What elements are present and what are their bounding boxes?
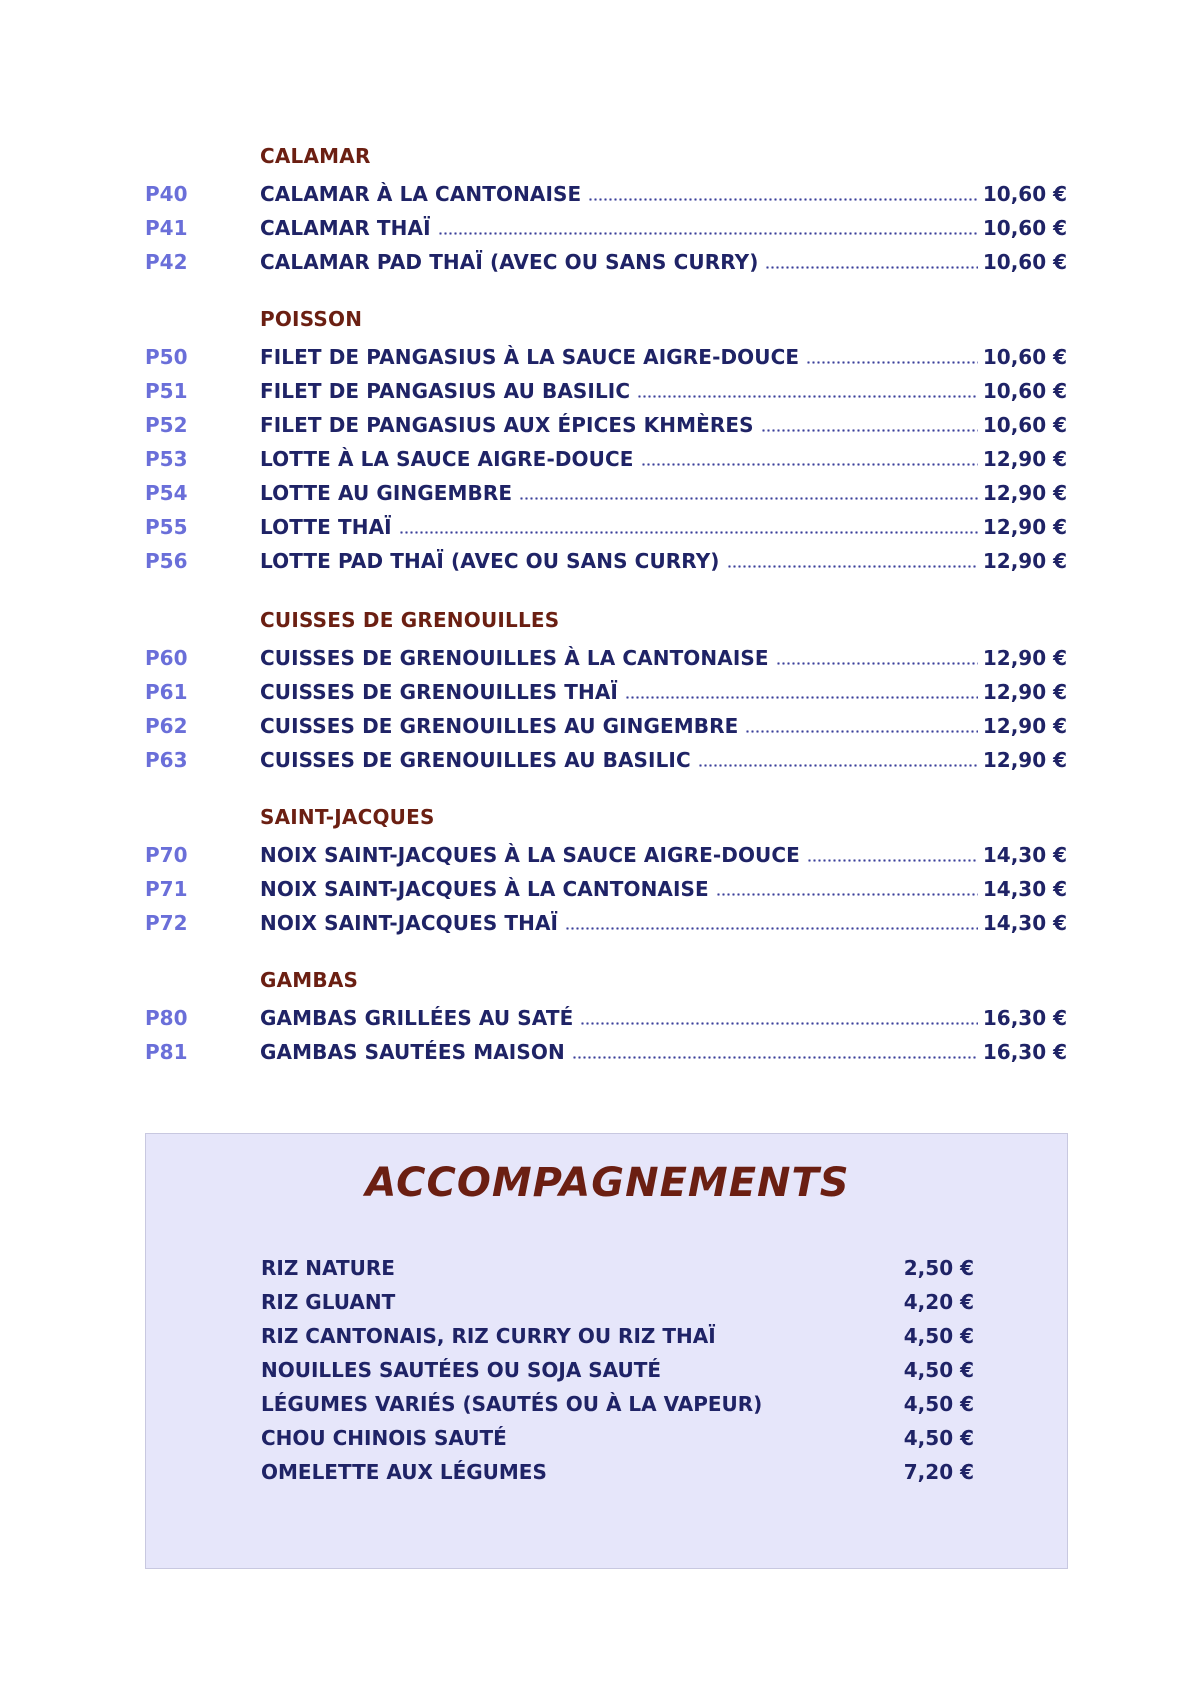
item-line	[260, 909, 1067, 937]
menu-item	[0, 1038, 1200, 1066]
item-line	[260, 248, 1067, 276]
side-item	[146, 1390, 1069, 1418]
item-name: FILET DE PANGASIUS AUX ÉPICES KHMÈRES	[260, 413, 754, 437]
item-line	[260, 411, 1067, 439]
section-title: POISSON	[260, 307, 363, 331]
item-line	[260, 1038, 1067, 1066]
item-line	[260, 445, 1067, 473]
dot-leader	[807, 859, 978, 862]
item-price: 10,60 €	[982, 216, 1067, 240]
section-title: GAMBAS	[260, 968, 359, 992]
dot-leader	[625, 696, 978, 699]
item-name: LOTTE PAD THAÏ (AVEC OU SANS CURRY)	[260, 549, 720, 573]
item-code: P53	[145, 447, 188, 471]
item-name: NOIX SAINT-JACQUES THAÏ	[260, 911, 559, 935]
item-line	[260, 678, 1067, 706]
item-name: CUISSES DE GRENOUILLES À LA CANTONAISE	[260, 646, 769, 670]
side-item-price: 4,50 €	[903, 1358, 974, 1382]
side-item	[146, 1254, 1069, 1282]
item-name: GAMBAS SAUTÉES MAISON	[260, 1040, 565, 1064]
dot-leader	[745, 730, 977, 733]
item-line	[260, 841, 1067, 869]
side-item-name: RIZ NATURE	[261, 1256, 395, 1280]
side-item-name: RIZ CANTONAIS, RIZ CURRY OU RIZ THAÏ	[261, 1324, 716, 1348]
side-item-price: 7,20 €	[903, 1460, 974, 1484]
menu-item	[0, 909, 1200, 937]
side-item-name: CHOU CHINOIS SAUTÉ	[261, 1426, 507, 1450]
menu-item	[0, 547, 1200, 575]
item-code: P42	[145, 250, 188, 274]
item-price: 12,90 €	[982, 515, 1067, 539]
dot-leader	[761, 429, 978, 432]
item-price: 12,90 €	[982, 481, 1067, 505]
item-price: 10,60 €	[982, 379, 1067, 403]
item-line	[260, 875, 1067, 903]
menu-item	[0, 445, 1200, 473]
item-line	[260, 746, 1067, 774]
menu-item	[0, 644, 1200, 672]
item-code: P41	[145, 216, 188, 240]
dot-leader	[776, 662, 978, 665]
dot-leader	[580, 1022, 978, 1025]
item-price: 16,30 €	[982, 1006, 1067, 1030]
dot-leader	[572, 1056, 978, 1059]
dot-leader	[637, 395, 978, 398]
item-line	[260, 1004, 1067, 1032]
item-name: LOTTE AU GINGEMBRE	[260, 481, 513, 505]
menu-item	[0, 411, 1200, 439]
menu-item	[0, 1004, 1200, 1032]
menu-item	[0, 841, 1200, 869]
item-code: P40	[145, 182, 188, 206]
side-item-name: LÉGUMES VARIÉS (SAUTÉS OU À LA VAPEUR)	[261, 1392, 763, 1416]
dot-leader	[806, 361, 978, 364]
side-item	[146, 1356, 1069, 1384]
dot-leader	[519, 497, 978, 500]
item-code: P70	[145, 843, 188, 867]
item-price: 12,90 €	[982, 680, 1067, 704]
item-line	[260, 644, 1067, 672]
item-code: P71	[145, 877, 188, 901]
item-name: CALAMAR PAD THAÏ (AVEC OU SANS CURRY)	[260, 250, 759, 274]
item-code: P81	[145, 1040, 188, 1064]
item-price: 10,60 €	[982, 250, 1067, 274]
item-name: LOTTE À LA SAUCE AIGRE-DOUCE	[260, 447, 634, 471]
dot-leader	[588, 198, 978, 201]
menu-item	[0, 479, 1200, 507]
side-item-price: 4,50 €	[903, 1324, 974, 1348]
item-name: FILET DE PANGASIUS À LA SAUCE AIGRE-DOUCE	[260, 345, 800, 369]
item-price: 12,90 €	[982, 748, 1067, 772]
item-name: FILET DE PANGASIUS AU BASILIC	[260, 379, 631, 403]
item-code: P55	[145, 515, 188, 539]
menu-item	[0, 180, 1200, 208]
item-code: P50	[145, 345, 188, 369]
item-name: CUISSES DE GRENOUILLES AU BASILIC	[260, 748, 691, 772]
accompagnements-title: ACCOMPAGNEMENTS	[365, 1160, 850, 1206]
item-name: CUISSES DE GRENOUILLES THAÏ	[260, 680, 618, 704]
item-name: CALAMAR À LA CANTONAISE	[260, 182, 582, 206]
item-line	[260, 479, 1067, 507]
dot-leader	[438, 232, 978, 235]
item-price: 12,90 €	[982, 447, 1067, 471]
dot-leader	[565, 927, 978, 930]
item-name: CALAMAR THAÏ	[260, 216, 431, 240]
item-price: 14,30 €	[982, 843, 1067, 867]
section-title: CALAMAR	[260, 144, 371, 168]
side-item-price: 4,50 €	[903, 1426, 974, 1450]
side-item	[146, 1288, 1069, 1316]
side-item	[146, 1458, 1069, 1486]
item-price: 16,30 €	[982, 1040, 1067, 1064]
item-code: P60	[145, 646, 188, 670]
item-name: CUISSES DE GRENOUILLES AU GINGEMBRE	[260, 714, 739, 738]
menu-item	[0, 513, 1200, 541]
accompagnements-box	[145, 1133, 1068, 1569]
menu-item	[0, 214, 1200, 242]
dot-leader	[716, 893, 978, 896]
item-line	[260, 214, 1067, 242]
item-code: P80	[145, 1006, 188, 1030]
side-item-price: 2,50 €	[903, 1256, 974, 1280]
menu-item	[0, 377, 1200, 405]
item-price: 12,90 €	[982, 714, 1067, 738]
menu-item	[0, 343, 1200, 371]
dot-leader	[727, 565, 978, 568]
menu-item	[0, 875, 1200, 903]
side-item	[146, 1322, 1069, 1350]
side-item-price: 4,50 €	[903, 1392, 974, 1416]
item-price: 10,60 €	[982, 413, 1067, 437]
item-price: 12,90 €	[982, 646, 1067, 670]
item-line	[260, 513, 1067, 541]
dot-leader	[765, 266, 977, 269]
item-code: P63	[145, 748, 188, 772]
item-line	[260, 180, 1067, 208]
item-price: 10,60 €	[982, 345, 1067, 369]
item-line	[260, 377, 1067, 405]
item-code: P56	[145, 549, 188, 573]
item-code: P61	[145, 680, 188, 704]
item-code: P72	[145, 911, 188, 935]
item-name: NOIX SAINT-JACQUES À LA SAUCE AIGRE-DOUCE	[260, 843, 800, 867]
item-price: 14,30 €	[982, 911, 1067, 935]
dot-leader	[399, 531, 978, 534]
side-item-name: OMELETTE AUX LÉGUMES	[261, 1460, 547, 1484]
menu-item	[0, 678, 1200, 706]
item-price: 12,90 €	[982, 549, 1067, 573]
item-code: P52	[145, 413, 188, 437]
item-name: LOTTE THAÏ	[260, 515, 392, 539]
item-line	[260, 343, 1067, 371]
item-price: 10,60 €	[982, 182, 1067, 206]
side-item	[146, 1424, 1069, 1452]
side-item-name: NOUILLES SAUTÉES OU SOJA SAUTÉ	[261, 1358, 662, 1382]
dot-leader	[698, 764, 978, 767]
menu-item	[0, 746, 1200, 774]
item-line	[260, 547, 1067, 575]
section-title: CUISSES DE GRENOUILLES	[260, 608, 560, 632]
menu-item	[0, 712, 1200, 740]
item-code: P54	[145, 481, 188, 505]
item-line	[260, 712, 1067, 740]
item-code: P62	[145, 714, 188, 738]
item-price: 14,30 €	[982, 877, 1067, 901]
menu-item	[0, 248, 1200, 276]
item-name: NOIX SAINT-JACQUES À LA CANTONAISE	[260, 877, 709, 901]
side-item-name: RIZ GLUANT	[261, 1290, 396, 1314]
dot-leader	[641, 463, 978, 466]
side-item-price: 4,20 €	[903, 1290, 974, 1314]
item-code: P51	[145, 379, 188, 403]
item-name: GAMBAS GRILLÉES AU SATÉ	[260, 1006, 574, 1030]
section-title: SAINT-JACQUES	[260, 805, 435, 829]
